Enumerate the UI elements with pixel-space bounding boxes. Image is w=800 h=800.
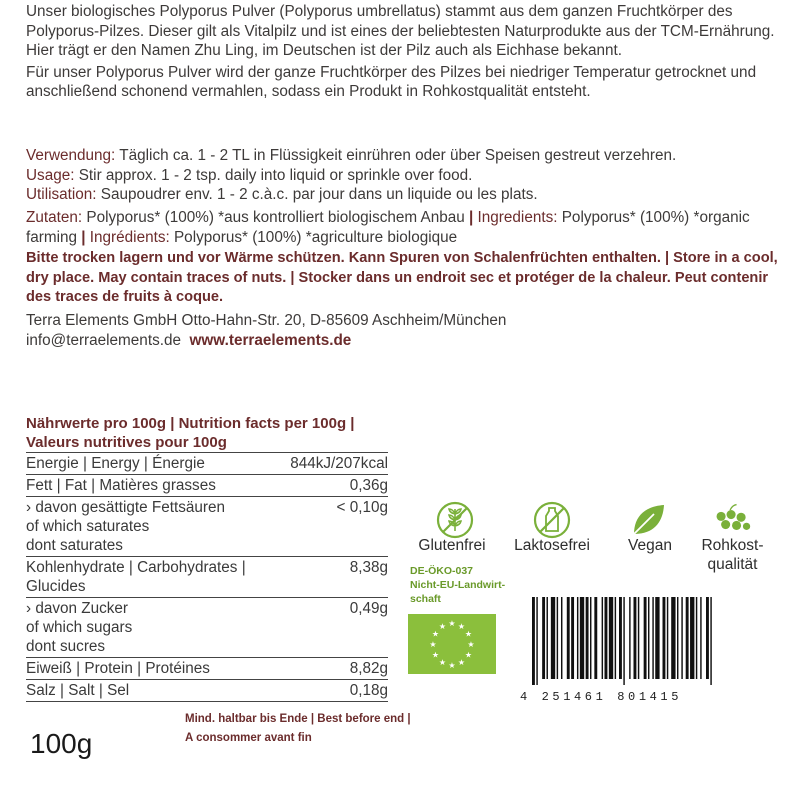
barcode-bar [667,597,668,679]
barcode-number: 4 251461 801415 [520,690,683,704]
barcode-bar [590,597,591,679]
company-website: www.terraelements.de [189,331,352,349]
nutrition-value: 0,18g [349,682,388,699]
barcode-bar [577,597,578,679]
nutrition-value: 0,36g [349,477,388,494]
eu-star: ★ [464,629,473,639]
intro-paragraph-2: Für unser Polyporus Pulver wird der ganze Fruchtkörper des Pilzes bei niedriger Temperatur getrocknet und anschließend schonend vermahlen, sodass ein Produkt in Rohkostqualität entsteht. [26,63,757,100]
nutrition-label: Salz | Salt | Sel [26,682,130,699]
eu-star: ★ [429,640,437,649]
barcode-bar [605,597,608,679]
barcode-bar [623,597,624,685]
nutrition-value: < 0,10g [336,499,388,516]
barcode-bar [547,597,548,679]
barcode-bar [644,597,647,679]
ingredients-text [26,208,781,247]
best-before-text: Mind. haltbar bis Ende | Best before end | A consommer avant fin [185,713,411,744]
net-weight: 100g [30,728,93,759]
barcode-bar [690,597,694,679]
barcode-bar [567,597,570,679]
raw-food-berries-icon [712,500,752,540]
company-email: info@terraelements.de [26,331,181,349]
lactose-free-label: Laktosefrei [514,537,590,554]
nutrition-label: Energie | Energy | Énergie [26,455,205,472]
nutrition-value: 8,38g [349,559,388,576]
nutrition-row [26,556,388,597]
barcode-bar [663,597,666,679]
barcode-bar [671,597,675,679]
company-contact [26,331,781,351]
barcode-bar [686,597,689,679]
barcode-bar [536,597,537,685]
barcode-bar [629,597,630,679]
ingredients-de-text: Polyporus* (100%) *aus kontrolliert biologischem Anbau [82,209,470,226]
nutrition-label: Kohlenhydrate | Carbohydrates | Glucides [26,559,246,595]
nutrition-value: 0,49g [349,600,388,617]
usage-de [26,146,781,166]
barcode-bar [681,597,682,679]
eu-star: ★ [467,640,475,649]
barcode-bar [710,597,711,685]
nutrition-row [26,679,388,702]
eu-star: ★ [431,629,440,639]
usage-en-text: Stir approx. 1 - 2 tsp. daily into liquid or sprinkle over food. [74,166,473,184]
ingredients-de-label: Zutaten: [26,209,83,226]
nutrition-label: › davon Zucker of which sugars dont sucres [26,600,133,655]
nutrition-row [26,657,388,679]
barcode-bar [586,597,589,679]
nutrition-row [26,597,388,657]
barcode-bar [557,597,558,679]
nutrition-label: › davon gesättigte Fettsäuren of which saturates dont saturates [26,499,225,554]
gluten-free-icon [435,500,475,540]
usage-section [26,146,781,205]
barcode-bar [580,597,584,679]
barcode-bar [542,597,545,679]
usage-en-label: Usage: [26,166,75,184]
nutrition-row [26,496,388,556]
ingredients-separator: | [469,209,474,226]
nutrition-row [26,452,388,474]
eu-star: ★ [448,619,456,629]
nutrition-value: 8,82g [349,660,388,677]
barcode-bar [700,597,701,679]
usage-fr-text: Saupoudrer env. 1 - 2 c.à.c. par jour dans un liquide ou les plats. [96,186,538,203]
company-info [26,311,781,350]
barcode-bar [561,597,562,679]
usage-de-label: Verwendung: [26,147,116,164]
barcode-bar [677,597,678,679]
ingredients-fr-label: Ingrédients: [85,228,170,246]
eu-star: ★ [464,650,473,660]
intro-paragraph-1: Unser biologisches Polyporus Pulver (Polyporus umbrellatus) stammt aus dem ganzen Fruchtkörper des Polyporus-Pilzes. Dieser gilt als Vitalpilz und ist eines der beliebtesten Naturprodukte aus der TCM-Ernährung. Hier trägt er den Namen Zhu Ling, im Deutschen ist der Pilz auch als Eichhase bekannt. [26,3,775,59]
ingredients-separator: | [81,228,86,246]
barcode-bar [652,597,653,679]
gluten-free-label: Glutenfrei [418,537,486,554]
nutrition-heading: Nährwerte pro 100g | Nutrition facts per 100g | Valeurs nutritives pour 100g [26,415,355,451]
nutrition-label: Fett | Fat | Matières grasses [26,477,216,494]
vegan-leaf-icon [628,500,668,540]
barcode-bar [571,597,574,679]
storage-warning: Bitte trocken lagern und vor Wärme schützen. Kann Spuren von Schalenfrüchten enthalten. | Store in a cool, dry place. May contain traces of nuts. | Stocker dans un endroit sec et protéger de la chaleur. Peut contenir des traces de fruits à coque. [26,250,778,305]
ingredients-en-label: Ingredients: [473,209,558,226]
ingredients-section [26,208,781,247]
usage-de-text: Täglich ca. 1 - 2 TL in Flüssigkeit einrühren oder über Speisen gestreut verzehren. [115,147,677,164]
lactose-free-icon [532,500,572,540]
barcode-bar [615,597,616,679]
eu-organic-leaf-logo [408,614,496,674]
eu-star: ★ [431,650,440,660]
nutrition-row [26,474,388,496]
barcode-bar [655,597,659,679]
usage-fr-label: Utilisation: [26,186,97,203]
nutrition-table [26,452,388,702]
vegan-label: Vegan [628,537,672,554]
usage-en [26,166,781,186]
ingredients-fr-text: Polyporus* (100%) *agriculture biologique [169,228,458,246]
barcode [520,597,780,685]
eu-star: ★ [448,660,456,670]
nutrition-label: Eiweiß | Protein | Protéines [26,660,210,677]
barcode-bar [696,597,697,679]
barcode-bar [619,597,622,679]
intro-section [26,2,781,102]
barcode-bar [648,597,649,679]
raw-food-label: Rohkost- qualität [701,537,764,573]
barcode-bar [532,597,535,685]
nutrition-value: 844kJ/207kcal [290,455,388,472]
barcode-bar [594,597,597,679]
barcode-bar [602,597,603,679]
eu-star: ★ [438,658,447,668]
eu-star: ★ [457,658,466,668]
organic-control-code: DE-ÖKO-037 Nicht-EU-Landwirt- schaft [410,565,506,605]
barcode-bar [706,597,709,679]
ingredients-en-text: Polyporus* (100%) *organic farming [26,209,750,246]
barcode-bar [638,597,639,679]
eu-star: ★ [457,621,466,631]
barcode-bar [551,597,555,679]
barcode-bar [609,597,613,679]
company-address: Terra Elements GmbH Otto-Hahn-Str. 20, D-85609 Aschheim/München [26,312,507,329]
barcode-bar [634,597,637,679]
eu-star: ★ [438,621,447,631]
usage-fr [26,185,781,205]
